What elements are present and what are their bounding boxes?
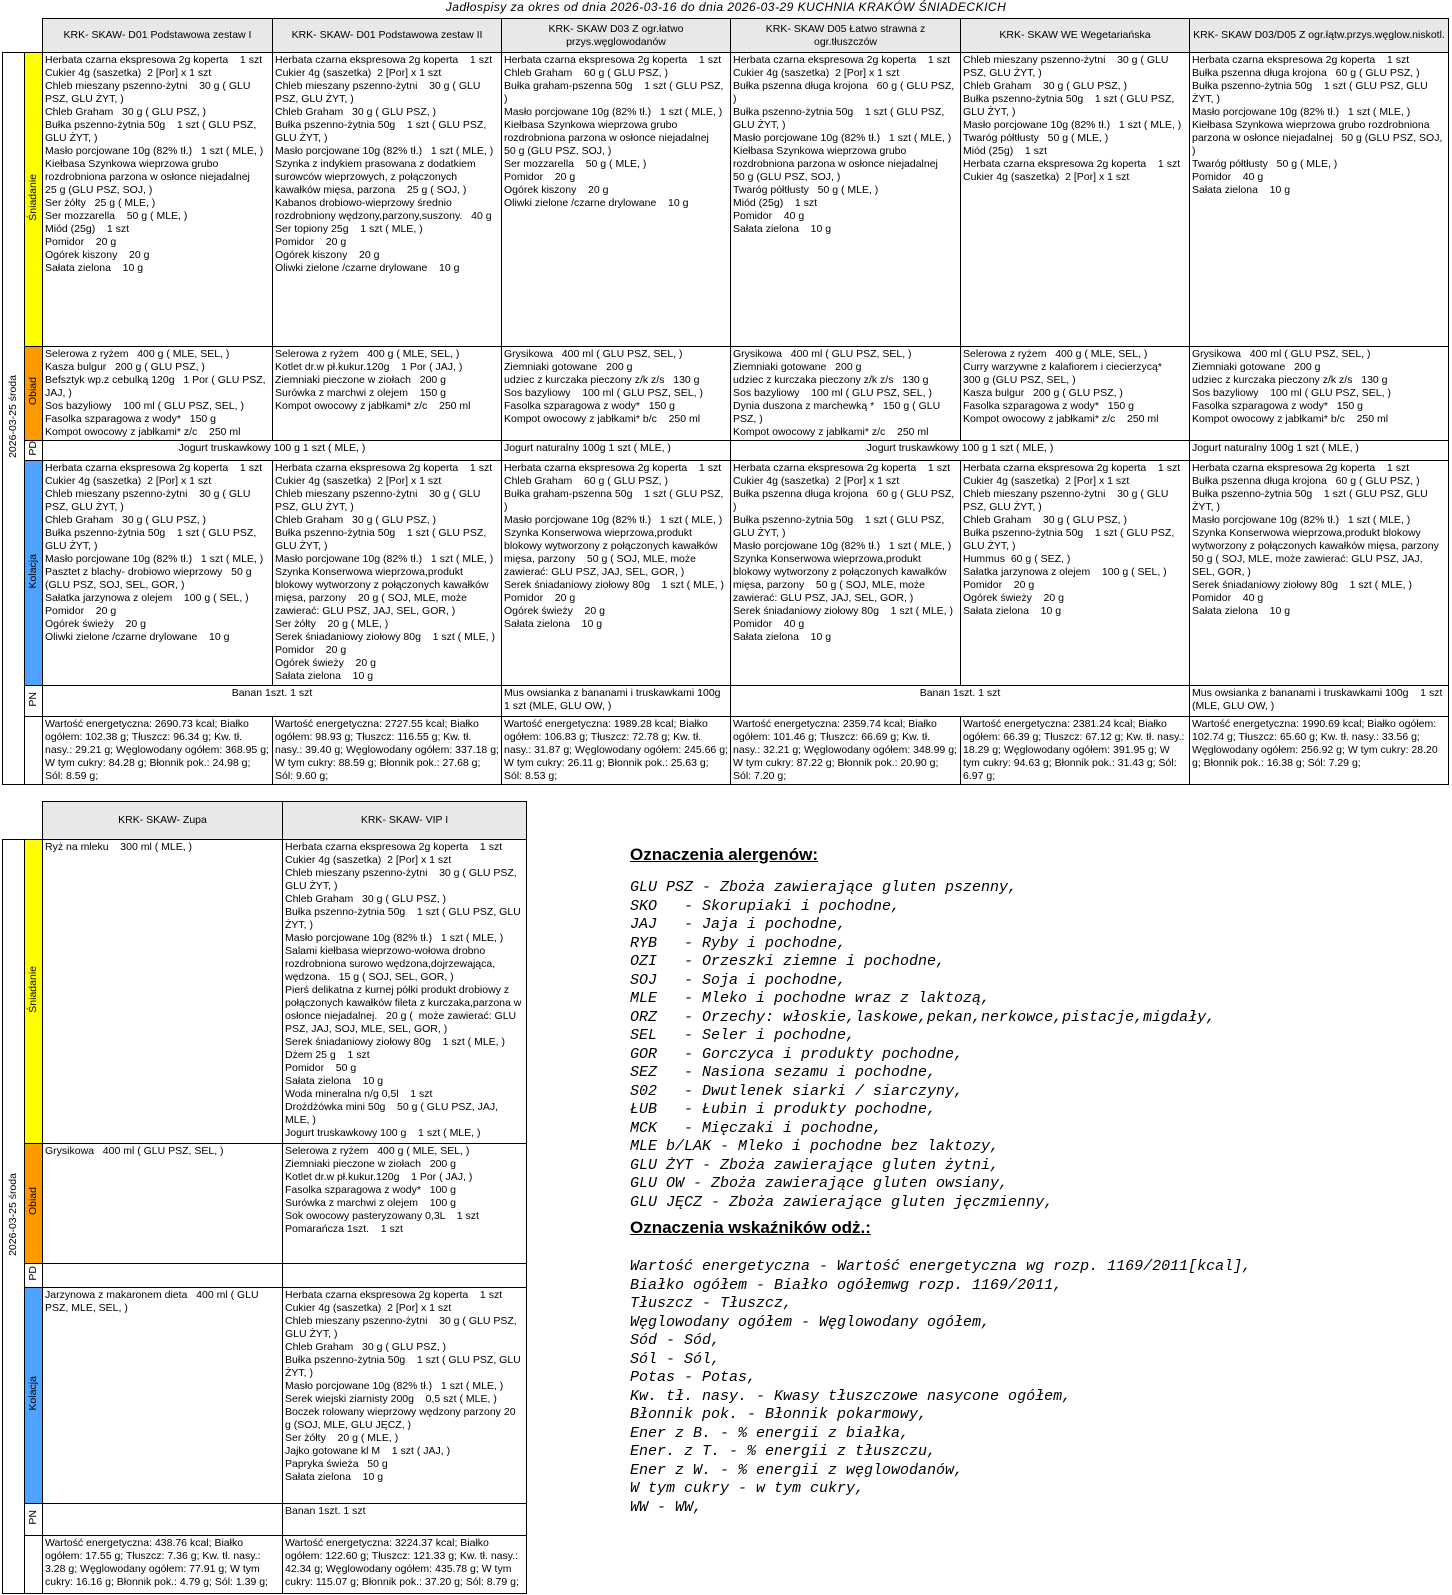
meal-label-pd: PD	[25, 441, 43, 461]
diet-header: KRK- SKAW- VIP I	[283, 802, 527, 840]
legend-entry: OZI - Orzeszki ziemne i pochodne,	[630, 953, 946, 970]
diet-header: KRK- SKAW- Zupa	[43, 802, 283, 840]
menu-cell: Mus owsianka z bananami i truskawkami 100g 1 szt (MLE, GLU OW, )	[1190, 686, 1449, 717]
menu-cell: Banan 1szt. 1 szt	[43, 686, 502, 717]
meal-label-pn: PN	[25, 1504, 43, 1536]
menu-cell: Herbata czarna ekspresowa 2g koperta 1 szt Cukier 4g (saszetka) 2 [Por] x 1 szt Chleb mieszany pszenno-żytni 30 g ( GLU PSZ, GLU ŻYT, ) Chleb Graham 30 g ( GLU PSZ, ) Bułka pszenno-żytnia 50g 1 szt ( GLU PSZ, GLU ŻYT, ) Masło porcjowane 10g (82% tł.) 1 szt ( MLE, ) Salami kiełbasa wieprzowo-wołowa drobno rozdrobniona surowo wędzona,dojrzewająca, wędzona. 15 g ( SOJ, SEL, GOR, ) Pierś delikatna z kurnej półki produkt drobiowy z połączonych kawałków fileta z kurczaka,parzona w osłonce niejadalnej. 20 g ( może zawierać: GLU PSZ, JAJ, SOJ, MLE, SEL, GOR, ) Serek śniadaniowy ziołowy 80g 1 szt ( MLE, ) Dżem 25 g 1 szt Pomidor 50 g Sałata zielona 10 g Woda mineralna n/g 0,5l 1 szt Drożdżówka mini 50g 50 g ( GLU PSZ, JAJ, MLE, ) Jogurt truskawkowy 100 g 1 szt ( MLE, )	[283, 840, 527, 1144]
diet-header: KRK- SKAW WE Wegetariańska	[961, 19, 1190, 53]
meal-label-kolacja: Kolacja	[25, 461, 43, 686]
date-cell	[3, 53, 25, 785]
legend-entry: WW - WW,	[630, 1498, 703, 1516]
menu-cell: Selerowa z ryżem 400 g ( MLE, SEL, ) Kotlet dr.w pł.kukur.120g 1 Por ( JAJ, ) Ziemniaki pieczone w ziołach 200 g Surówka z marchwi z olejem 150 g Kompot owocowy z jabłkami* z/c 250 ml	[273, 347, 502, 441]
legend-entry: Ener. z T. - % energii z tłuszczu,	[630, 1443, 937, 1460]
legend-entry: GLU OW - Zboża zawierające gluten owsiany,	[630, 1175, 1009, 1192]
date-label: 2026-03-25 środa	[7, 375, 19, 458]
menu-cell: Chleb mieszany pszenno-żytni 30 g ( GLU PSZ, GLU ŻYT, ) Chleb Graham 30 g ( GLU PSZ, ) Bułka pszenno-żytnia 50g 1 szt ( GLU PSZ, GLU ŻYT, ) Masło porcjowane 10g (82% tł.) 1 szt ( MLE, ) Twaróg półtłusty 50 g ( MLE, ) Miód (25g) 1 szt Herbata czarna ekspresowa 2g koperta 1 szt Cukier 4g (saszetka) 2 [Por] x 1 szt	[961, 53, 1190, 347]
menu-cell: Banan 1szt. 1 szt	[283, 1504, 527, 1536]
legend-entry: Sól - Sól,	[630, 1350, 721, 1368]
menu-cell: Grysikowa 400 ml ( GLU PSZ, SEL, ) Ziemniaki gotowane 200 g udziec z kurczaka pieczony z/k z/s 130 g Sos bazyliowy 100 ml ( GLU PSZ, SEL, ) Dynia duszona z marchewką * 150 g ( GLU PSZ, ) Kompot owocowy z jabłkami* z/c 250 ml	[731, 347, 961, 441]
energy-cell: Wartość energetyczna: 2690.73 kcal; Białko ogółem: 102.38 g; Tłuszcz: 96.34 g; Kw. tł. nasy.: 29.21 g; Węglowodany ogółem: 368.95 g; W tym cukry: 84.28 g; Błonnik pok.: 24.98 g; Sól: 8.59 g;	[43, 717, 273, 785]
legend-entry: JAJ - Jaja i pochodne,	[630, 916, 847, 933]
meal-label-sniadanie: Śniadanie	[25, 53, 43, 347]
meal-label-pd: PD	[25, 1264, 43, 1288]
diet-header: KRK- SKAW D03/D05 Z ogr.łątw.przys.węglow.niskotl.	[1190, 19, 1449, 53]
legend	[630, 845, 1430, 1517]
menu-cell: Herbata czarna ekspresowa 2g koperta 1 szt Cukier 4g (saszetka) 2 [Por] x 1 szt Chleb mieszany pszenno-żytni 30 g ( GLU PSZ, GLU ŻYT, ) Chleb Graham 30 g ( GLU PSZ, ) Bułka pszenno-żytnia 50g 1 szt ( GLU PSZ, GLU ŻYT, ) Masło porcjowane 10g (82% tł.) 1 szt ( MLE, ) Szynka Konserwowa wieprzowa,produkt blokowy wytworzony z połączonych kawałków mięsa, parzony 20 g ( SOJ, MLE, może zawierać: GLU PSZ, JAJ, SEL, GOR, ) Ser żółty 20 g ( MLE, ) Serek śniadaniowy ziołowy 80g 1 szt ( MLE, ) Pomidor 20 g Ogórek świeży 20 g Sałata zielona 10 g	[273, 461, 502, 686]
legend-entry: Białko ogółem - Białko ogółemwg rozp. 1169/2011,	[630, 1276, 1063, 1294]
legend-entry: Wartość energetyczna - Wartość energetyczna wg rozp. 1169/2011[kcal],	[630, 1258, 1252, 1275]
allergen-list	[630, 879, 1430, 1212]
menu-cell: Jogurt naturalny 100g 1 szt ( MLE, )	[1190, 441, 1449, 461]
energy-cell: Wartość energetyczna: 2727.55 kcal; Białko ogółem: 98.93 g; Tłuszcz: 116.55 g; Kw. tł. nasy.: 39.40 g; Węglowodany ogółem: 337.18 g; W tym cukry: 88.59 g; Błonnik pok.: 27.68 g; Sól: 9.60 g;	[273, 717, 502, 785]
date-label: 2026-03-25 środa	[7, 1173, 19, 1256]
legend-entry: MLE - Mleko i pochodne wraz z laktozą,	[630, 990, 991, 1007]
meal-label-kolacja: Kolacja	[25, 1288, 43, 1504]
menu-cell: Herbata czarna ekspresowa 2g koperta 1 szt Cukier 4g (saszetka) 2 [Por] x 1 szt Bułka pszenna długa krojona 60 g ( GLU PSZ, ) Bułka pszenno-żytnia 50g 1 szt ( GLU PSZ, GLU ŻYT, ) Masło porcjowane 10g (82% tł.) 1 szt ( MLE, ) Szynka Konserwowa wieprzowa,produkt blokowy wytworzony z połączonych kawałków mięsa, parzony 50 g ( SOJ, MLE, może zawierać: GLU PSZ, JAJ, SEL, GOR, ) Serek śniadaniowy ziołowy 80g 1 szt ( MLE, ) Pomidor 40 g Sałata zielona 10 g	[731, 461, 961, 686]
legend-entry: SKO - Skorupiaki i pochodne,	[630, 897, 901, 915]
menu-cell: Mus owsianka z bananami i truskawkami 100g 1 szt (MLE, GLU OW, )	[502, 686, 731, 717]
legend-entry: Kw. tł. nasy. - Kwasy tłuszczowe nasycone ogółem,	[630, 1387, 1072, 1405]
legend-entry: S02 - Dwutlenek siarki / siarczyny,	[630, 1082, 964, 1100]
menu-cell: Herbata czarna ekspresowa 2g koperta 1 szt Cukier 4g (saszetka) 2 [Por] x 1 szt Chleb mieszany pszenno-żytni 30 g ( GLU PSZ, GLU ŻYT, ) Chleb Graham 30 g ( GLU PSZ, ) Bułka pszenno-żytnia 50g 1 szt ( GLU PSZ, GLU ŻYT, ) Masło porcjowane 10g (82% tł.) 1 szt ( MLE, ) Serek wiejski ziarnisty 200g 0,5 szt ( MLE, ) Boczek rolowany wieprzowy wędzony parzony 20 g (SOJ, MLE, GLU JĘCZ, ) Ser żółty 20 g ( MLE, ) Jajko gotowane kl M 1 szt ( JAJ, ) Papryka świeża 50 g Sałata zielona 10 g	[283, 1288, 527, 1504]
legend-entry: Błonnik pok. - Błonnik pokarmowy,	[630, 1406, 928, 1423]
energy-cell: Wartość energetyczna: 2359.74 kcal; Białko ogółem: 101.46 g; Tłuszcz: 66.69 g; Kw. tł. nasy.: 32.21 g; Węglowodany ogółem: 348.99 g; W tym cukry: 87.22 g; Błonnik pok.: 20.90 g; Sól: 7.20 g;	[731, 717, 961, 785]
energy-cell: Wartość energetyczna: 3224.37 kcal; Białko ogółem: 122.60 g; Tłuszcz: 121.33 g; Kw. tł. nasy.: 42.34 g; Węglowodany ogółem: 435.78 g; W tym cukry: 115.07 g; Błonnik pok.: 37.20 g; Sól: 8.79 g;	[283, 1536, 527, 1594]
diet-header: KRK- SKAW- D01 Podstawowa zestaw II	[273, 19, 502, 53]
menu-cell: Banan 1szt. 1 szt	[731, 686, 1190, 717]
diet-header: KRK- SKAW- D01 Podstawowa zestaw I	[43, 19, 273, 53]
page-title: Jadłospisy za okres od dnia 2026-03-16 do dnia 2026-03-29 KUCHNIA KRAKÓW ŚNIADECKICH	[445, 0, 1007, 14]
legend-entry: ŁUB - Łubin i produkty pochodne,	[630, 1101, 937, 1118]
legend-entry: Ener z B. - % energii z białka,	[630, 1424, 910, 1442]
menu-table-main	[2, 18, 1449, 785]
menu-cell: Herbata czarna ekspresowa 2g koperta 1 szt Chleb Graham 60 g ( GLU PSZ, ) Bułka graham-pszenna 50g 1 szt ( GLU PSZ, ) Masło porcjowane 10g (82% tł.) 1 szt ( MLE, ) Kiełbasa Szynkowa wieprzowa grubo rozdrobniona parzona w osłonce niejadalnej 50 g (GLU PSZ, SOJ, ) Ser mozzarella 50 g ( MLE, ) Pomidor 20 g Ogórek kiszony 20 g Oliwki zielone /czarne drylowane 10 g	[502, 53, 731, 347]
legend-entry: GLU JĘCZ - Zboża zawierające gluten jęczmienny,	[630, 1193, 1054, 1211]
menu-cell: Herbata czarna ekspresowa 2g koperta 1 szt Cukier 4g (saszetka) 2 [Por] x 1 szt Chleb mieszany pszenno-żytni 30 g ( GLU PSZ, GLU ŻYT, ) Chleb Graham 30 g ( GLU PSZ, ) Bułka pszenno-żytnia 50g 1 szt ( GLU PSZ, GLU ŻYT, ) Masło porcjowane 10g (82% tł.) 1 szt ( MLE, ) Kiełbasa Szynkowa wieprzowa grubo rozdrobniona parzona w osłonce niejadalnej 25 g (GLU PSZ, SOJ, ) Ser żółty 25 g ( MLE, ) Ser mozzarella 50 g ( MLE, ) Miód (25g) 1 szt Pomidor 20 g Ogórek kiszony 20 g Sałata zielona 10 g	[43, 53, 273, 347]
menu-cell: Herbata czarna ekspresowa 2g koperta 1 szt Cukier 4g (saszetka) 2 [Por] x 1 szt Chleb mieszany pszenno-żytni 30 g ( GLU PSZ, GLU ŻYT, ) Chleb Graham 30 g ( GLU PSZ, ) Bułka pszenno-żytnia 50g 1 szt ( GLU PSZ, GLU ŻYT, ) Masło porcjowane 10g (82% tł.) 1 szt ( MLE, ) Pasztet z blachy- drobiowo wieprzowy 50 g (GLU PSZ, SOJ, SEL, GOR, ) Sałatka jarzynowa z olejem 100 g ( SEL, ) Pomidor 20 g Ogórek świeży 20 g Oliwki zielone /czarne drylowane 10 g	[43, 461, 273, 686]
diet-header: KRK- SKAW D03 Z ogr.łatwo przys.węglowodanów	[502, 19, 731, 53]
legend-entry: MLE b/LAK - Mleko i pochodne bez laktozy,	[630, 1138, 1000, 1155]
date-cell	[3, 840, 25, 1594]
allergens-title: Oznaczenia alergenów:	[630, 845, 818, 864]
menu-cell	[43, 1504, 283, 1536]
energy-cell: Wartość energetyczna: 438.76 kcal; Białko ogółem: 17.55 g; Tłuszcz: 7.36 g; Kw. tł. nasy.: 3.28 g; Węglowodany ogółem: 77.91 g; W tym cukry: 16.16 g; Błonnik pok.: 4.79 g; Sól: 1.39 g;	[43, 1536, 283, 1594]
indicators-title: Oznaczenia wskaźników odż.:	[630, 1218, 871, 1237]
legend-entry: SEL - Seler i pochodne,	[630, 1027, 856, 1044]
legend-entry: GLU PSZ - Zboża zawierające gluten pszenny,	[630, 879, 1018, 896]
meal-label-obiad: Obiad	[25, 1144, 43, 1264]
menu-cell: Herbata czarna ekspresowa 2g koperta 1 szt Cukier 4g (saszetka) 2 [Por] x 1 szt Chleb mieszany pszenno-żytni 30 g ( GLU PSZ, GLU ŻYT, ) Chleb Graham 30 g ( GLU PSZ, ) Bułka pszenno-żytnia 50g 1 szt ( GLU PSZ, GLU ŻYT, ) Hummus 60 g ( SEZ, ) Sałatka jarzynowa z olejem 100 g ( SEL, ) Pomidor 20 g Ogórek świeży 20 g Sałata zielona 10 g	[961, 461, 1190, 686]
energy-cell: Wartość energetyczna: 1990.69 kcal; Białko ogółem: 102.74 g; Tłuszcz: 65.60 g; Kw. tł. nasy.: 33.56 g; Węglowodany ogółem: 256.92 g; W tym cukry: 28.20 g; Błonnik pok.: 16.38 g; Sól: 7.29 g;	[1190, 717, 1449, 785]
energy-cell: Wartość energetyczna: 2381.24 kcal; Białko ogółem: 66.39 g; Tłuszcz: 67.12 g; Kw. tł. nasy.: 18.29 g; Węglowodany ogółem: 391.95 g; W tym cukry: 94.63 g; Błonnik pok.: 31.43 g; Sól: 6.97 g;	[961, 717, 1190, 785]
meal-label-sniadanie: Śniadanie	[25, 840, 43, 1144]
menu-cell: Selerowa z ryżem 400 g ( MLE, SEL, ) Curry warzywne z kalafiorem i ciecierzycą* 300 g (GLU PSZ, SEL, ) Kasza bulgur 200 g ( GLU PSZ, ) Fasolka szparagowa z wody* 150 g Kompot owocowy z jabłkami* z/c 250 ml	[961, 347, 1190, 441]
legend-entry: RYB - Ryby i pochodne,	[630, 934, 847, 952]
legend-entry: Sód - Sód,	[630, 1332, 721, 1349]
menu-table-secondary	[2, 801, 527, 1594]
legend-entry: W tym cukry - w tym cukry,	[630, 1480, 865, 1497]
menu-cell: Herbata czarna ekspresowa 2g koperta 1 szt Cukier 4g (saszetka) 2 [Por] x 1 szt Chleb mieszany pszenno-żytni 30 g ( GLU PSZ, GLU ŻYT, ) Chleb Graham 30 g ( GLU PSZ, ) Bułka pszenno-żytnia 50g 1 szt ( GLU PSZ, GLU ŻYT, ) Masło porcjowane 10g (82% tł.) 1 szt ( MLE, ) Szynka z indykiem prasowana z dodatkiem surowców wieprzowych, z połączonych kawałków mięsa, parzona 25 g ( SOJ, ) Kabanos drobiowo-wieprzowy średnio rozdrobniony wędzony,parzony,suszony. 40 g Ser topiony 25g 1 szt ( MLE, ) Pomidor 20 g Ogórek kiszony 20 g Oliwki zielone /czarne drylowane 10 g	[273, 53, 502, 347]
diet-header: KRK- SKAW D05 Łatwo strawna z ogr.tłuszczów	[731, 19, 961, 53]
menu-cell: Jogurt naturalny 100g 1 szt ( MLE, )	[502, 441, 731, 461]
menu-cell: Grysikowa 400 ml ( GLU PSZ, SEL, )	[43, 1144, 283, 1264]
menu-cell: Grysikowa 400 ml ( GLU PSZ, SEL, ) Ziemniaki gotowane 200 g udziec z kurczaka pieczony z/k z/s 130 g Sos bazyliowy 100 ml ( GLU PSZ, SEL, ) Fasolka szparagowa z wody* 150 g Kompot owocowy z jabłkami* b/c 250 ml	[1190, 347, 1449, 441]
menu-cell: Herbata czarna ekspresowa 2g koperta 1 szt Chleb Graham 60 g ( GLU PSZ, ) Bułka graham-pszenna 50g 1 szt ( GLU PSZ, ) Masło porcjowane 10g (82% tł.) 1 szt ( MLE, ) Szynka Konserwowa wieprzowa,produkt blokowy wytworzony z połączonych kawałków mięsa, parzony 50 g ( SOJ, MLE, może zawierać: GLU PSZ, JAJ, SEL, GOR, ) Serek śniadaniowy ziołowy 80g 1 szt ( MLE, ) Pomidor 20 g Ogórek świeży 20 g Sałata zielona 10 g	[502, 461, 731, 686]
legend-entry: Węglowodany ogółem - Węglowodany ogółem,	[630, 1313, 991, 1331]
legend-entry: Potas - Potas,	[630, 1369, 757, 1386]
legend-entry: ORZ - Orzechy: włoskie,laskowe,pekan,nerkowce,pistacje,migdały,	[630, 1008, 1216, 1026]
menu-cell: Jogurt truskawkowy 100 g 1 szt ( MLE, )	[43, 441, 502, 461]
menu-cell: Jarzynowa z makaronem dieta 400 ml ( GLU PSZ, MLE, SEL, )	[43, 1288, 283, 1504]
menu-cell: Ryż na mleku 300 ml ( MLE, )	[43, 840, 283, 1144]
energy-cell: Wartość energetyczna: 1989.28 kcal; Białko ogółem: 106.83 g; Tłuszcz: 72.78 g; Kw. tł. nasy.: 31.87 g; Węglowodany ogółem: 245.66 g; W tym cukry: 26.11 g; Błonnik pok.: 25.63 g; Sól: 8.53 g;	[502, 717, 731, 785]
menu-cell: Herbata czarna ekspresowa 2g koperta 1 szt Bułka pszenna długa krojona 60 g ( GLU PSZ, ) Bułka pszenno-żytnia 50g 1 szt ( GLU PSZ, GLU ŻYT, ) Masło porcjowane 10g (82% tł.) 1 szt ( MLE, ) Kiełbasa Szynkowa wieprzowa grubo rozdrobniona parzona w osłonce niejadalnej 50 g (GLU PSZ, SOJ, ) Twaróg półtłusty 50 g ( MLE, ) Pomidor 40 g Sałata zielona 10 g	[1190, 53, 1449, 347]
legend-entry: GLU ŻYT - Zboża zawierające gluten żytni,	[630, 1156, 1000, 1174]
meal-label-pn: PN	[25, 686, 43, 717]
menu-cell: Selerowa z ryżem 400 g ( MLE, SEL, ) Kasza bulgur 200 g ( GLU PSZ, ) Befsztyk wp.z cebulką 120g 1 Por ( GLU PSZ, JAJ, ) Sos bazyliowy 100 ml ( GLU PSZ, SEL, ) Fasolka szparagowa z wody* 150 g Kompot owocowy z jabłkami* z/c 250 ml	[43, 347, 273, 441]
legend-entry: Ener z W. - % energii z węglowodanów,	[630, 1461, 964, 1479]
menu-cell: Selerowa z ryżem 400 g ( MLE, SEL, ) Ziemniaki pieczone w ziołach 200 g Kotlet dr.w pł.kukur.120g 1 Por ( JAJ, ) Fasolka szparagowa z wody* 100 g Surówka z marchwi z olejem 100 g Sok owocowy pasteryzowany 0,3L 1 szt Pomarańcza 1szt. 1 szt	[283, 1144, 527, 1264]
menu-cell: Grysikowa 400 ml ( GLU PSZ, SEL, ) Ziemniaki gotowane 200 g udziec z kurczaka pieczony z/k z/s 130 g Sos bazyliowy 100 ml ( GLU PSZ, SEL, ) Fasolka szparagowa z wody* 150 g Kompot owocowy z jabłkami* b/c 250 ml	[502, 347, 731, 441]
legend-entry: SOJ - Soja i pochodne,	[630, 971, 847, 989]
legend-entry: MCK - Mięczaki i pochodne,	[630, 1119, 883, 1137]
menu-cell: Herbata czarna ekspresowa 2g koperta 1 szt Cukier 4g (saszetka) 2 [Por] x 1 szt Bułka pszenna długa krojona 60 g ( GLU PSZ, ) Bułka pszenno-żytnia 50g 1 szt ( GLU PSZ, GLU ŻYT, ) Masło porcjowane 10g (82% tł.) 1 szt ( MLE, ) Kiełbasa Szynkowa wieprzowa grubo rozdrobniona parzona w osłonce niejadalnej 50 g (GLU PSZ, SOJ, ) Twaróg półtłusty 50 g ( MLE, ) Miód (25g) 1 szt Pomidor 40 g Sałata zielona 10 g	[731, 53, 961, 347]
meal-label-obiad: Obiad	[25, 347, 43, 441]
legend-entry: GOR - Gorczyca i produkty pochodne,	[630, 1045, 964, 1063]
legend-entry: Tłuszcz - Tłuszcz,	[630, 1295, 793, 1312]
indicator-list	[630, 1258, 1430, 1517]
legend-entry: SEZ - Nasiona sezamu i pochodne,	[630, 1064, 937, 1081]
menu-cell: Herbata czarna ekspresowa 2g koperta 1 szt Bułka pszenna długa krojona 60 g ( GLU PSZ, ) Bułka pszenno-żytnia 50g 1 szt ( GLU PSZ, GLU ŻYT, ) Masło porcjowane 10g (82% tł.) 1 szt ( MLE, ) Szynka Konserwowa wieprzowa,produkt blokowy wytworzony z połączonych kawałków mięsa, parzony 50 g ( SOJ, MLE, może zawierać: GLU PSZ, JAJ, SEL, GOR, ) Serek śniadaniowy ziołowy 80g 1 szt ( MLE, ) Pomidor 40 g Sałata zielona 10 g	[1190, 461, 1449, 686]
menu-cell: Jogurt truskawkowy 100 g 1 szt ( MLE, )	[731, 441, 1190, 461]
